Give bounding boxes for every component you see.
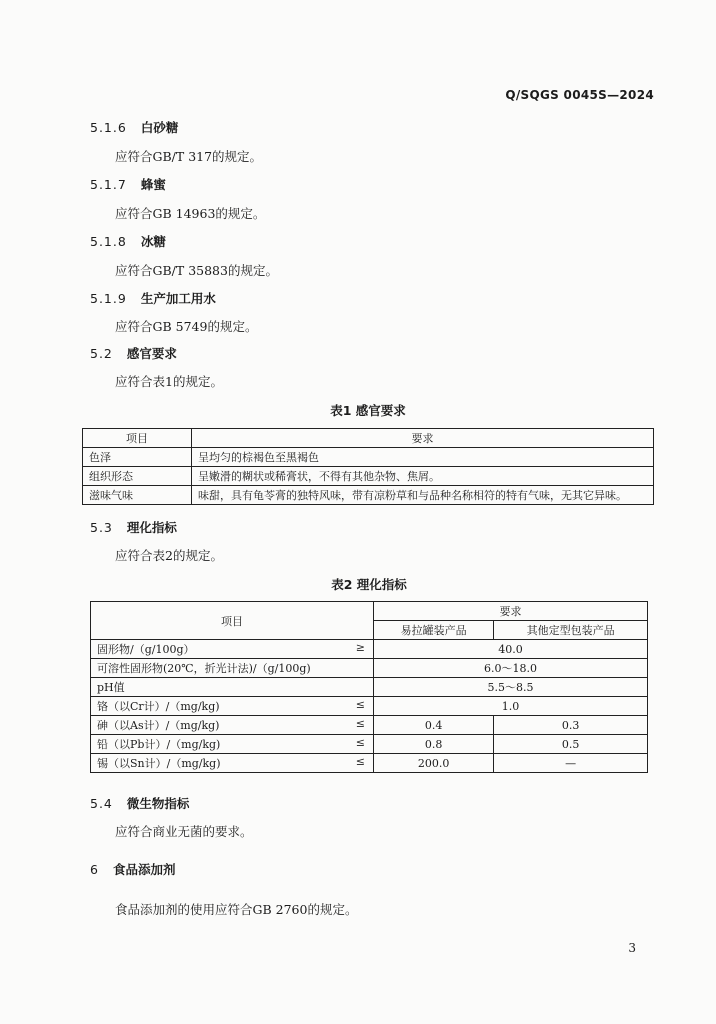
table-cell: 6.0～18.0 bbox=[374, 659, 648, 678]
section-text-5-4: 应符合商业无菌的要求。 bbox=[115, 824, 253, 839]
physicochemical-table bbox=[90, 601, 648, 773]
table-row bbox=[91, 640, 648, 659]
item-label: 固形物/（g/100g） bbox=[97, 643, 195, 656]
table-cell: 呈均匀的棕褐色至黑褐色 bbox=[192, 448, 654, 467]
table-cell bbox=[91, 735, 374, 754]
page-number: 3 bbox=[628, 941, 636, 955]
table-row bbox=[91, 716, 648, 735]
section-text-5-1-9: 应符合GB 5749的规定。 bbox=[115, 319, 258, 334]
table1-title: 表1 感官要求 bbox=[330, 403, 406, 418]
table-cell bbox=[91, 716, 374, 735]
section-number: 5.3 bbox=[90, 520, 113, 535]
item-label: 铬（以Cr计）/（mg/kg) bbox=[97, 700, 220, 713]
table-cell: 呈嫩滑的糊状或稀膏状，不得有其他杂物、焦屑。 bbox=[192, 467, 654, 486]
section-text-5-2: 应符合表1的规定。 bbox=[115, 374, 223, 389]
section-number: 5.1.9 bbox=[90, 291, 127, 306]
table-cell: 味甜，具有龟苓膏的独特风味，带有凉粉草和与品种名称相符的特有气味，无其它异味。 bbox=[192, 486, 654, 505]
table-header-cell: 易拉罐装产品 bbox=[374, 621, 494, 640]
table-header-row bbox=[91, 602, 648, 621]
section-title: 感官要求 bbox=[126, 346, 177, 361]
section-title: 理化指标 bbox=[126, 520, 177, 535]
table-header-cell: 要求 bbox=[374, 602, 648, 621]
table-cell: 1.0 bbox=[374, 697, 648, 716]
table-row bbox=[91, 678, 648, 697]
table-cell: 组织形态 bbox=[83, 467, 192, 486]
comparison-sign: ≤ bbox=[355, 755, 365, 768]
section-title: 食品添加剂 bbox=[112, 862, 176, 877]
section-heading-6 bbox=[90, 860, 175, 878]
section-heading-5-3 bbox=[90, 518, 177, 536]
table-cell: 0.4 bbox=[374, 716, 494, 735]
section-number: 5.1.7 bbox=[90, 177, 127, 192]
item-label: pH值 bbox=[97, 681, 125, 694]
table-row bbox=[83, 448, 654, 467]
comparison-sign: ≤ bbox=[355, 717, 365, 730]
table-cell bbox=[91, 640, 374, 659]
section-number: 5.2 bbox=[90, 346, 113, 361]
table-cell: 色泽 bbox=[83, 448, 192, 467]
item-label: 砷（以As计）/（mg/kg) bbox=[97, 719, 220, 732]
sensory-requirements-table bbox=[82, 428, 654, 505]
section-title: 白砂糖 bbox=[140, 120, 179, 135]
section-title: 微生物指标 bbox=[126, 796, 190, 811]
table-cell: — bbox=[494, 754, 648, 773]
section-title: 生产加工用水 bbox=[140, 291, 216, 306]
section-number: 6 bbox=[90, 862, 99, 877]
section-heading-5-1-9 bbox=[90, 289, 216, 307]
item-label: 可溶性固形物(20℃，折光计法)/（g/100g) bbox=[97, 662, 311, 675]
section-title: 蜂蜜 bbox=[140, 177, 166, 192]
section-heading-5-1-8 bbox=[90, 232, 166, 250]
section-title: 冰糖 bbox=[140, 234, 166, 249]
table-cell: 0.8 bbox=[374, 735, 494, 754]
section-heading-5-1-7 bbox=[90, 175, 166, 193]
section-heading-5-4 bbox=[90, 794, 189, 812]
table-header-cell: 项目 bbox=[91, 602, 374, 640]
section-text-5-1-7: 应符合GB 14963的规定。 bbox=[115, 206, 266, 221]
table-cell: 5.5～8.5 bbox=[374, 678, 648, 697]
comparison-sign: ≤ bbox=[355, 698, 365, 711]
document-code: Q/SQGS 0045S—2024 bbox=[505, 88, 654, 102]
table-row bbox=[91, 735, 648, 754]
table-cell: 0.5 bbox=[494, 735, 648, 754]
table-cell bbox=[91, 659, 374, 678]
section-text-6: 食品添加剂的使用应符合GB 2760的规定。 bbox=[115, 902, 358, 917]
section-number: 5.1.8 bbox=[90, 234, 127, 249]
table-cell: 40.0 bbox=[374, 640, 648, 659]
section-heading-5-1-6 bbox=[90, 118, 178, 136]
table-cell: 0.3 bbox=[494, 716, 648, 735]
section-heading-5-2 bbox=[90, 344, 177, 362]
section-number: 5.4 bbox=[90, 796, 113, 811]
section-text-5-3: 应符合表2的规定。 bbox=[115, 548, 223, 563]
section-text-5-1-8: 应符合GB/T 35883的规定。 bbox=[115, 263, 278, 278]
section-number: 5.1.6 bbox=[90, 120, 127, 135]
section-text-5-1-6: 应符合GB/T 317的规定。 bbox=[115, 149, 263, 164]
item-label: 锡（以Sn计）/（mg/kg) bbox=[97, 757, 221, 770]
table-cell: 200.0 bbox=[374, 754, 494, 773]
table-row bbox=[91, 754, 648, 773]
comparison-sign: ≥ bbox=[355, 641, 365, 654]
table2-title: 表2 理化指标 bbox=[331, 577, 407, 592]
table-header-cell: 要求 bbox=[192, 429, 654, 448]
table-row bbox=[91, 659, 648, 678]
table-row bbox=[83, 486, 654, 505]
table-row bbox=[91, 697, 648, 716]
table-cell bbox=[91, 754, 374, 773]
table-header-cell: 项目 bbox=[83, 429, 192, 448]
table-cell bbox=[91, 697, 374, 716]
table-header-cell: 其他定型包装产品 bbox=[494, 621, 648, 640]
comparison-sign: ≤ bbox=[355, 736, 365, 749]
table-cell: 滋味气味 bbox=[83, 486, 192, 505]
table-cell bbox=[91, 678, 374, 697]
item-label: 铅（以Pb计）/（mg/kg) bbox=[97, 738, 221, 751]
table-row bbox=[83, 467, 654, 486]
table-header-row bbox=[83, 429, 654, 448]
